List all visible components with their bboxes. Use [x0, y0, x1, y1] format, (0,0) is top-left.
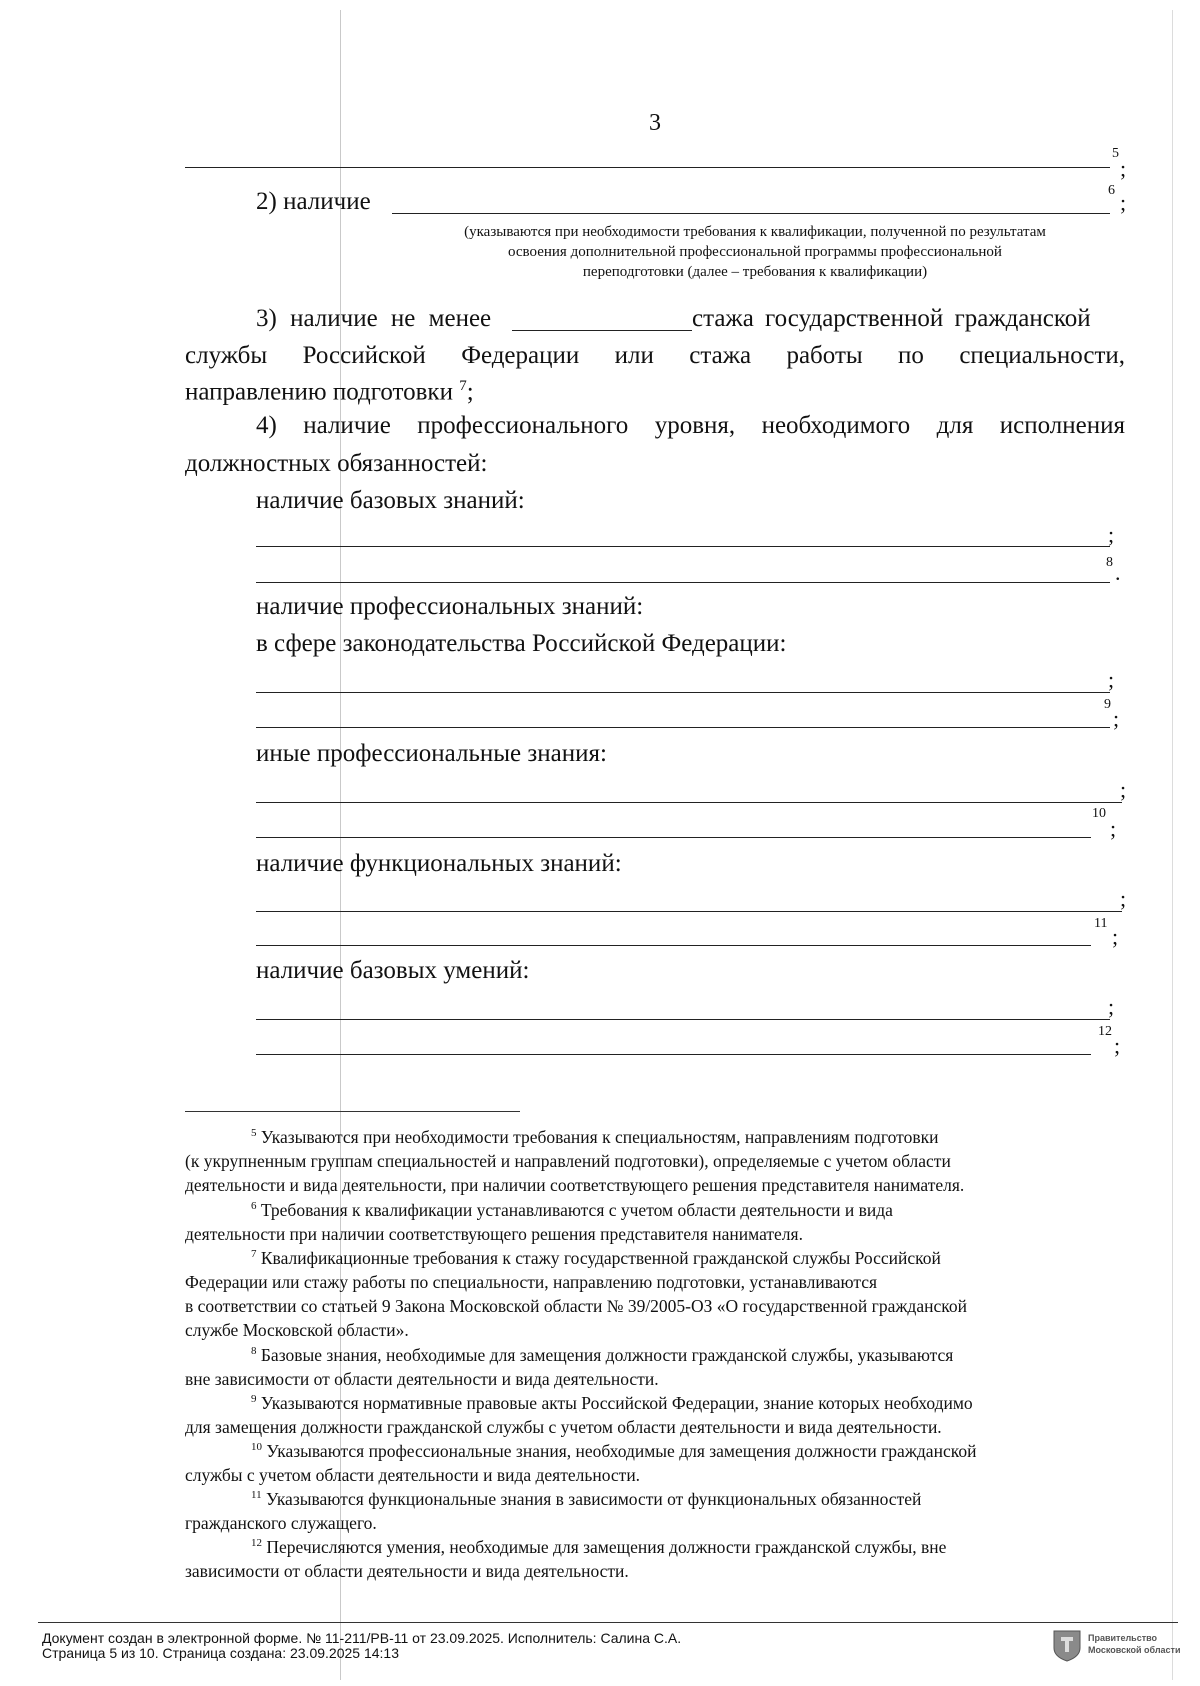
punctuation: ;	[1120, 777, 1127, 802]
punctuation: ;	[1112, 924, 1119, 949]
footnote-mark-12: 12	[1098, 1024, 1112, 1039]
fill-line	[185, 167, 1110, 168]
item2-hint: (указываются при необходимости требования к квалификации, полученной по результатам освоения дополнительной профессиональной программы профессиональной переподготовки (далее – требования к квалификации)	[464, 224, 1046, 280]
item2-label: 2) наличие	[256, 188, 371, 215]
fill-line	[256, 692, 1110, 693]
punctuation: ;	[1120, 190, 1127, 215]
footer-page-info: Страница 5 из 10. Страница создана: 23.09.2025 14:13	[42, 1645, 399, 1661]
base-skills-heading: наличие базовых умений:	[256, 957, 530, 984]
government-logo-text: Правительство Московской области	[1088, 1633, 1181, 1655]
fill-line	[256, 546, 1110, 547]
func-knowledge-heading: наличие функциональных знаний:	[256, 850, 622, 877]
fill-line	[256, 837, 1091, 838]
footnote-10: $^{10}$ Указываются профессиональные знания, необходимые для замещения должности гражданской службы с учетом области деятельности и вида деятельности.	[185, 1440, 977, 1485]
punctuation: ;	[1114, 1033, 1121, 1058]
footnote-9: $^9$ Указываются нормативные правовые акты Российской Федерации, знание которых необходимо для замещения должности гражданской службы с учетом области деятельности и вида деятельности.	[185, 1392, 973, 1437]
base-knowledge-heading: наличие базовых знаний:	[256, 487, 525, 514]
scan-artifact-line	[1172, 10, 1173, 1680]
prof-knowledge-subheading: в сфере законодательства Российской Федерации:	[256, 630, 787, 657]
prof-knowledge-heading: наличие профессиональных знаний:	[256, 593, 644, 620]
item4-line1: 4) наличие профессионального уровня, необходимого для исполнения	[256, 412, 1125, 439]
item3-line1-end: стажа государственной гражданской	[692, 305, 1091, 332]
punctuation: ;	[1120, 156, 1127, 181]
footnote-mark-7: 7	[459, 378, 467, 394]
fill-line	[256, 911, 1122, 912]
footer-divider	[38, 1622, 1178, 1623]
footnote-11: $^{11}$ Указываются функциональные знания в зависимости от функциональных обязанностей гражданского служащего.	[185, 1488, 922, 1533]
coat-of-arms-icon	[1052, 1628, 1082, 1662]
footnote-mark-5: 5	[1112, 146, 1119, 161]
item3-line2: службы Российской Федерации или стажа работы по специальности,	[185, 342, 1125, 369]
punctuation: ;	[1108, 994, 1115, 1019]
fill-line	[256, 727, 1110, 728]
item4-line2: должностных обязанностей:	[185, 450, 488, 477]
punctuation: ;	[1108, 667, 1115, 692]
fill-line	[256, 1019, 1110, 1020]
punctuation: ;	[1113, 706, 1120, 731]
footnote-mark-10: 10	[1092, 806, 1106, 821]
footnote-6: $^6$ Требования к квалификации устанавливаются с учетом области деятельности и вида деятельности при наличии соответствующего решения представителя нанимателя.	[185, 1199, 893, 1244]
footnote-separator	[185, 1111, 520, 1112]
punctuation: ;	[1120, 886, 1127, 911]
punctuation: ;	[1110, 816, 1117, 841]
fill-line	[256, 945, 1091, 946]
punctuation: ;	[1108, 522, 1115, 547]
fill-line	[256, 582, 1110, 583]
footnote-7: $^7$ Квалификационные требования к стажу государственной гражданской службы Российской Федерации или стажу работы по специальности, направлению подготовки, устанавливаются в соответствии со статьей 9 Закона Московской области № 39/2005-ОЗ «О государственной гражданской службе Московской области».	[185, 1247, 967, 1340]
fill-line	[256, 1054, 1091, 1055]
fill-line	[512, 330, 692, 331]
punctuation: .	[1115, 560, 1121, 585]
footnote-mark-8: 8	[1106, 555, 1113, 570]
item3-line1-start: 3) наличие не менее	[256, 305, 492, 332]
footnote-12: $^{12}$ Перечисляются умения, необходимые для замещения должности гражданской службы, вне зависимости от области деятельности и вида деятельности.	[185, 1536, 947, 1581]
page-number: 3	[649, 110, 661, 136]
footnote-mark-6: 6	[1108, 183, 1115, 198]
footnote-5: $^5$ Указываются при необходимости требования к специальностям, направлениям подготовки (к укрупненным группам специальностей и направлений подготовки), определяемые с учетом области деятельности и вида деятельности, при наличии соответствующего решения представителя нанимателя.	[185, 1126, 965, 1195]
item3-line3: направлению подготовки $^7$;	[185, 378, 474, 406]
footnote-mark-9: 9	[1104, 697, 1111, 712]
fill-line	[256, 802, 1122, 803]
fill-line	[392, 213, 1110, 214]
footer-document-info: Документ создан в электронной форме. № 11-211/РВ-11 от 23.09.2025. Исполнитель: Салина С.А.	[42, 1630, 682, 1646]
footnote-8: $^8$ Базовые знания, необходимые для замещения должности гражданской службы, указываются вне зависимости от области деятельности и вида деятельности.	[185, 1344, 954, 1389]
footnote-mark-11: 11	[1094, 916, 1108, 931]
other-knowledge-heading: иные профессиональные знания:	[256, 740, 607, 767]
